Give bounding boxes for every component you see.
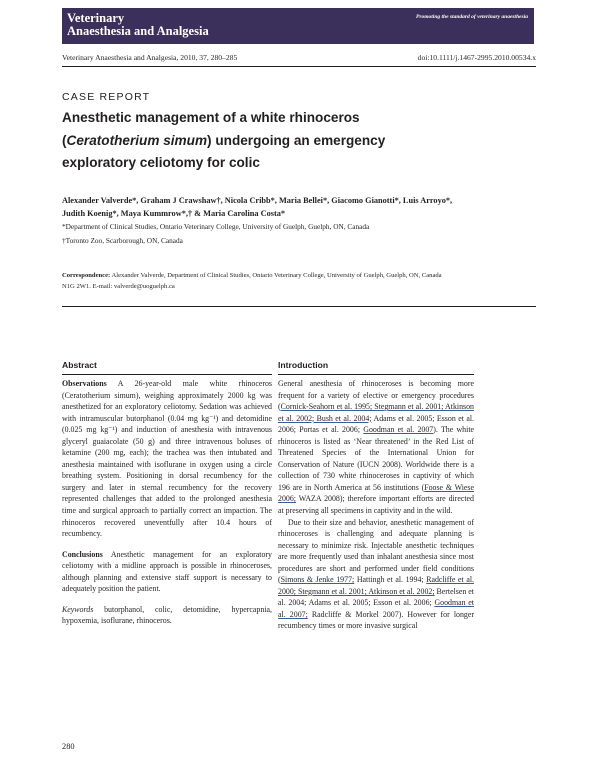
intro-p1-text-c: ). The white rhinoceros is listed as ‘Near threatened’ in the Red List of Threatened Species of the International Union for Conservation of Nature (IUCN 2008). Worldwide there is a collection of 730 white rhinoceroses in captivity of which 196 are in North America at 56 institutions ( <box>278 425 475 492</box>
citation-info: Veterinary Anaesthesia and Analgesia, 2010, 37, 280–285 <box>62 53 238 62</box>
doi: doi:10.1111/j.1467-2995.2010.00534.x <box>417 53 536 62</box>
intro-paragraph-2 <box>278 517 474 632</box>
observations-label: Observations <box>62 379 107 388</box>
authors-line1: Alexander Valverde*, Graham J Crawshaw†, Nicola Cribb*, Maria Bellei*, Giacomo Gianotti*, Luis Arroyo*, <box>62 196 453 205</box>
correspondence <box>62 270 538 292</box>
reference-link[interactable]: Goodman et al. 2007; <box>278 598 474 619</box>
abstract-conclusions <box>62 549 272 595</box>
intro-p2-text-a: Due to their size and behavior, anesthetic management of rhinoceroses is challenging and adequate planning is necessary to minimize risk. Injectable anesthetic techniques are more frequently used than inhalant anesthesia since most procedures are short and performed under field conditions ( <box>278 517 474 585</box>
authors-line2: Judith Koenig*, Maya Kummrow*,† & Maria Carolina Costa* <box>62 208 286 218</box>
title-line2: ) undergoing an emergency <box>207 132 386 148</box>
correspondence-line2: N1G 2W1. E-mail: valverde@uoguelph.ca <box>62 283 175 290</box>
article-type: CASE REPORT <box>62 91 151 103</box>
conclusions-label: Conclusions <box>62 549 103 559</box>
keywords-label: Keywords <box>62 604 94 614</box>
abstract-heading: Abstract <box>62 360 272 375</box>
header-rule <box>62 66 536 67</box>
correspondence-text: Alexander Valverde, Department of Clinical Studies, Ontario Veterinary College, University of Guelph, Guelph, ON, Canada <box>110 272 442 279</box>
journal-tagline: Promoting the standard of veterinary anaesthesia <box>416 14 528 20</box>
conclusions-text: Anesthetic management for an exploratory celiotomy with a midline approach is possible in rhinoceroses, although planning and extensive staff support is necessary to adequately position the patient. <box>62 549 272 594</box>
reference-link[interactable]: Radcliffe et al. 2000; Stegmann et al. 2001; Atkinson et al. 2002; <box>278 575 474 596</box>
intro-p1-text-a: General anesthesia of rhinoceroses is becoming more frequent for a variety of elective or emergency procedures ( <box>278 379 474 412</box>
abstract-body <box>62 378 272 636</box>
introduction-body <box>278 378 474 632</box>
intro-paragraph-1 <box>278 378 474 517</box>
reference-link[interactable]: Goodman et al. 2007 <box>363 425 434 435</box>
intro-p2-text-b: Hattingh et al. 1994; <box>354 575 427 585</box>
journal-name-line2: Anaesthesia and Analgesia <box>67 24 209 38</box>
journal-name-line1: Veterinary <box>67 11 125 25</box>
reference-link[interactable]: Simons & Jenke 1977; <box>280 575 355 585</box>
abstract-observations <box>62 378 272 540</box>
keywords-text: butorphanol, colic, detomidine, hypercapnia, hypoxemia, isoflurane, rhinoceros. <box>62 604 272 626</box>
introduction-heading: Introduction <box>278 360 474 375</box>
title-line3: exploratory celiotomy for colic <box>62 155 260 170</box>
page-number: 280 <box>62 742 75 751</box>
affiliation-2: †Toronto Zoo, Scarborough, ON, Canada <box>62 236 183 245</box>
article-title: Anesthetic management of a white rhinoceros (Ceratotherium simum) undergoing an emergency exploratory celiotomy for colic <box>62 110 386 170</box>
title-species: Ceratotherium simum <box>66 132 208 148</box>
correspondence-label: Correspondence: <box>62 272 111 279</box>
reference-link[interactable]: Cornick-Seahorn et al. 1995; Stegmann et al. 2001; Atkinson et al. 2002; Bush et al. 2004; <box>278 402 474 423</box>
correspondence-rule <box>62 306 536 307</box>
intro-p1-text-b: Adams et al. 2005; Esson et al. 2006; Portas et al. 2006; <box>278 413 474 435</box>
title-line1: Anesthetic management of a white rhinoceros <box>62 110 360 125</box>
abstract-keywords <box>62 604 272 627</box>
affiliation-1: *Department of Clinical Studies, Ontario Veterinary College, University of Guelph, Guelph, ON, Canada <box>62 222 370 231</box>
intro-p2-text-d: Radcliffe & Morkel 2007). However for longer recumbency times or more invasive surgical <box>278 609 474 631</box>
author-list <box>62 195 538 220</box>
observations-text: A 26-year-old male white rhinoceros (Ceratotherium simum), weighing approximately 2000 kg was anesthetized for an exploratory celiotomy. Sedation was achieved with intramuscular butorphanol (0.04 mg kg⁻¹) and detomidine (0.025 mg kg⁻¹) and induction of anesthesia with intravenous glyceryl guaiacolate (50 g) and three intravenous boluses of ketamine (200 mg, each); the trachea was then intubated and anesthesia maintained with isoflurane in oxygen using a circle breathing system. Positioning in dorsal recumbency for the surgery and later in sternal recumbency for the recovery represented challenges that added to the prolonged anesthesia time and surgical approach to partially correct an impaction. The rhinoceros recovered uneventfully after 10.4 hours of recumbency. <box>62 379 272 539</box>
intro-p2-text-c: Bertelsen et al. 2004; Adams et al. 2005; Esson et al. 2006; <box>278 586 474 608</box>
journal-banner <box>62 8 534 44</box>
reference-link[interactable]: Foose & Wiese 2006; <box>278 482 474 504</box>
intro-p1-text-d: WAZA 2008); therefore important efforts are directed at preserving all specimens in captivity and in the wild. <box>278 494 474 516</box>
